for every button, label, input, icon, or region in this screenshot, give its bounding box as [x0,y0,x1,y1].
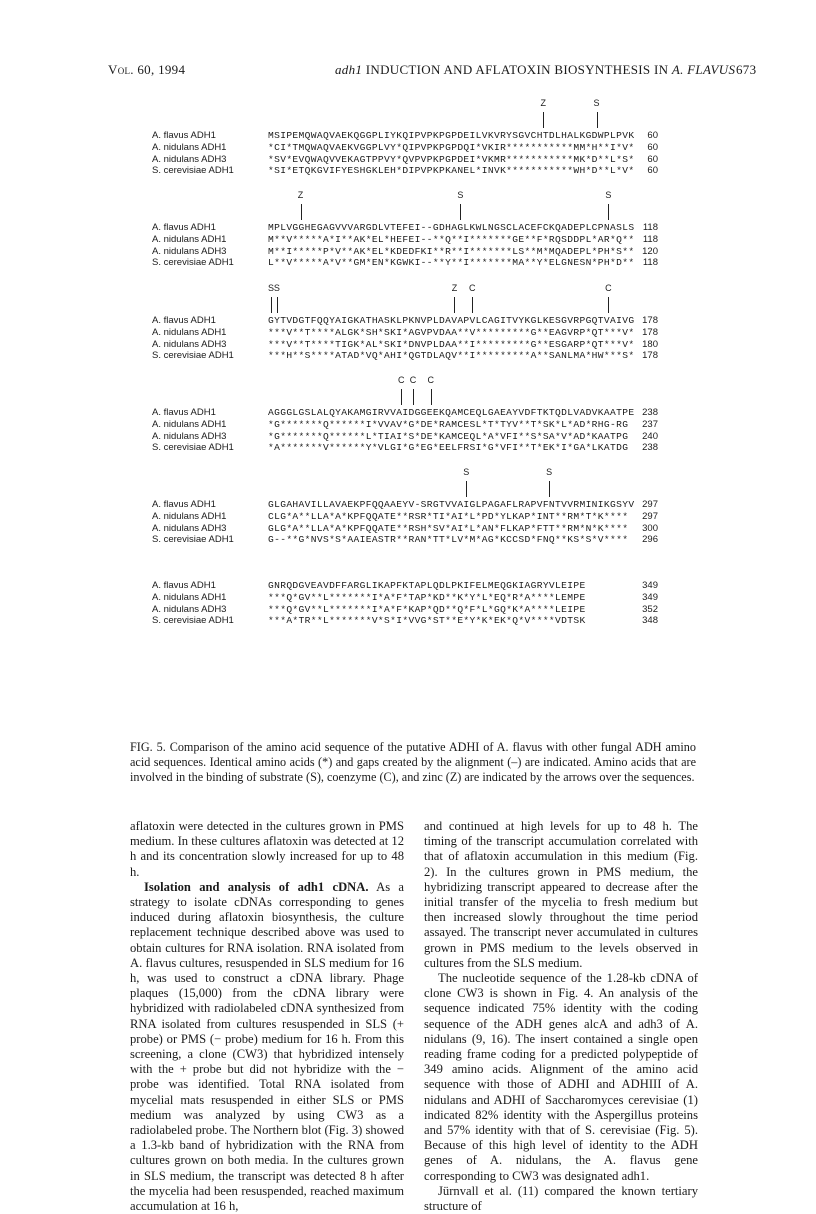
binding-site-arrow [597,112,598,128]
binding-site-marker: S [273,283,280,293]
organism-label: A. flavus ADH1 [152,315,216,326]
page-number: 673 [736,62,757,77]
sequence-row [130,592,690,604]
sequence-row [130,499,690,511]
amino-acid-sequence: *G*******Q******I*VVAV*G*DE*RAMCESL*T*TYV**T*SK*L*AD*RHG-RG [268,418,629,430]
paragraph: aflatoxin were detected in the cultures grown in PMS medium. In these cultures aflatoxin was detected at 12 h and its concentration slowly increased for up to 48 h. [130,819,404,879]
amino-acid-sequence: GNRQDGVEAVDFFARGLIKAPFKTAPLQDLPKIFELMEQGKIAGRYVLEIPE [268,580,586,591]
amino-acid-sequence: MSIPEMQWAQVAEKQGGPLIYKQIPVPKPGPDEILVKVRYSGVCHTDLHALKGDWPLPVK [268,130,635,141]
sequence-row [130,222,690,234]
residue-count: 120 [642,245,658,257]
sequence-row [130,580,690,592]
sequence-row [130,234,690,246]
sequence-row [130,142,690,154]
residue-count: 238 [642,407,658,418]
binding-site-marker: S [457,190,464,200]
organism-label: A. nidulans ADH1 [152,233,227,245]
amino-acid-sequence: AGGGLGSLALQYAKAMGIRVVAIDGGEEKQAMCEQLGAEAYVDFTKTQDLVADVKAATPE [268,407,635,418]
residue-count: 348 [642,615,658,627]
residue-count: 60 [647,165,658,177]
amino-acid-sequence: ***V**T****ALGK*SH*SKI*AGVPVDAA**V*********G**EAGVRP*QT***V* [268,326,635,338]
amino-acid-sequence: L**V*****A*V**GM*EN*KGWKI--**Y**I*******MA**Y*ELGNESN*PH*D** [268,257,635,269]
residue-count: 60 [647,153,658,165]
residue-count: 180 [642,338,658,350]
sequence-row [130,442,690,454]
alignment-block [130,98,690,178]
binding-site-marker: Z [451,283,458,293]
binding-site-marker: C [605,283,612,293]
binding-site-marker: S [593,98,600,108]
binding-site-arrow [549,481,550,497]
binding-site-marker: C [409,375,417,385]
residue-count: 178 [642,315,658,326]
sequence-row [130,130,690,142]
alignment-block [130,190,690,270]
residue-count: 240 [642,430,658,442]
binding-site-marker: C [397,375,405,385]
amino-acid-sequence: *G*******Q******L*TIAI*S*DE*KAMCEQL*A*VFI**S*SA*V*AD*KAATPG [268,430,629,442]
binding-site-arrow [543,112,544,128]
organism-label: A. nidulans ADH1 [152,591,227,603]
organism-label: A. flavus ADH1 [152,580,216,591]
organism-label: S. cerevisiae ADH1 [152,615,234,627]
amino-acid-sequence: M**V*****A*I**AK*EL*HEFEI--**Q**I*******GE**F*RQSDDPL*AR*Q** [268,233,635,245]
binding-site-marker: Z [540,98,547,108]
organism-label: A. nidulans ADH1 [152,141,227,153]
binding-site-marker: S [605,190,612,200]
residue-count: 118 [642,222,658,233]
section-title: Isolation and analysis of adh1 cDNA. [144,879,369,894]
organism-label: S. cerevisiae ADH1 [152,534,234,546]
residue-count: 178 [642,350,658,362]
paragraph: and continued at high levels for up to 48 h. The timing of the transcript accumulation correlated with that of aflatoxin accumulation in this medium (Fig. 2). In the cultures grown in PMS medium, the hybridizing transcript appeared to decrease after the initial transfer of the mycelia to fresh medium but then increased slowly throughout the time period assayed. The transcript never accumulated in cultures grown in PMS medium to the levels observed in cultures from the SLS medium. [424,819,698,970]
sequence-row [130,511,690,523]
binding-site-marker: S [546,467,553,477]
residue-count: 238 [642,442,658,454]
residue-count: 237 [642,418,658,430]
sequence-row [130,327,690,339]
binding-site-arrow [454,297,455,313]
sequence-row [130,419,690,431]
amino-acid-sequence: M**I*****P*V**AK*EL*KDEDFKI**R**I*******LS**M*MQADEPL*PH*S** [268,245,635,257]
binding-site-arrow [277,297,278,313]
organism-label: A. flavus ADH1 [152,499,216,510]
amino-acid-sequence: ***H**S****ATAD*VQ*AHI*QGTDLAQV**I*********A**SANLMA*HW***S* [268,350,635,362]
residue-count: 352 [642,603,658,615]
residue-count: 297 [642,499,658,510]
residue-count: 118 [642,233,658,245]
binding-site-arrow [413,389,414,405]
residue-count: 297 [642,510,658,522]
binding-site-arrow [466,481,467,497]
figure-caption: FIG. 5. Comparison of the amino acid sequence of the putative ADHI of A. flavus with other fungal ADH amino acid sequences. Identical amino acids (*) and gaps created by the alignment (–) are indicated. Amino acids that are involved in the binding of substrate (S), coenzyme (C), and zinc (Z) are indicated by the arrows over the sequences. [130,740,696,784]
alignment-block [130,283,690,363]
amino-acid-sequence: GLGAHAVILLAVAEKPFQQAAEYV-SRGTVVAIGLPAGAFLRAPVFNTVVRMINIKGSYV [268,499,635,510]
sequence-row [130,534,690,546]
left-column [130,819,404,1214]
binding-site-arrow [431,389,432,405]
paragraph: The nucleotide sequence of the 1.28-kb cDNA of clone CW3 is shown in Fig. 4. An analysis of the sequence indicated 75% identity with the coding sequence of the ADH genes alcA and adh3 of A. nidulans (9, 16). The insert contained a single open reading frame coding for a predicted polypeptide of 349 amino acids. Alignment of the amino acid sequence with those of ADHI and ADHIII of A. nidulans and ADHI of Saccharomyces cerevisiae (1) indicated 82% identity with the Aspergillus proteins and 57% identity with that of S. cerevisiae (Fig. 5). Because of this high level of identity to the ADH genes of A. nidulans, the A. flavus gene corresponding to CW3 was designated adh1. [424,971,698,1183]
organism-label: A. flavus ADH1 [152,130,216,141]
organism-label: A. nidulans ADH3 [152,522,227,534]
sequence-row [130,257,690,269]
paragraph: Jürnvall et al. (11) compared the known tertiary structure of [424,1183,698,1214]
amino-acid-sequence: GLG*A**LLA*A*KPFQQATE**RSH*SV*AI*L*AN*FLKAP*FTT**RM*N*K**** [268,522,629,534]
organism-label: S. cerevisiae ADH1 [152,442,234,454]
residue-count: 118 [642,257,658,269]
organism-label: A. nidulans ADH1 [152,326,227,338]
organism-label: A. nidulans ADH3 [152,245,227,257]
alignment-block [130,375,690,455]
organism-label: A. nidulans ADH3 [152,338,227,350]
binding-site-arrow [460,204,461,220]
running-title: adh1 INDUCTION AND AFLATOXIN BIOSYNTHESIS IN A. FLAVUS [335,62,736,77]
organism-label: S. cerevisiae ADH1 [152,257,234,269]
binding-site-marker: Z [297,190,304,200]
sequence-row [130,246,690,258]
paragraph: Isolation and analysis of adh1 cDNA. As a strategy to isolate cDNAs corresponding to genes induced during aflatoxin biosynthesis, the culture replacement technique described above was used to obtain cultures for RNA isolation. RNA isolated from A. flavus cultures, resuspended in SLS medium for 16 h, was used to construct a cDNA library. Phage plaques (15,000) from the cDNA library were hybridized with radiolabeled cDNA synthesized from RNA isolated from cultures resuspended in SLS (+ probe) or PMS (− probe) medium for 16 h. From this screening, a clone (CW3) that hybridized intensely with the + probe but did not hybridize with the − probe was identified. Total RNA isolated from mycelial mats resuspended in either SLS or PMS medium was analyzed by using CW3 as a radiolabeled probe. The Northern blot (Fig. 3) showed a 1.3-kb band of hybridization with the RNA from cultures grown on both media. In the cultures grown in SLS medium, the transcript was detected 8 h after the mycelia had been resuspended, reached maximum accumulation at 16 h, [130,879,405,1214]
sequence-row [130,604,690,616]
sequence-row [130,315,690,327]
residue-count: 296 [642,534,658,546]
sequence-row [130,523,690,535]
binding-site-arrow [472,297,473,313]
amino-acid-sequence: ***V**T****TIGK*AL*SKI*DNVPLDAA**I*********G**ESGARP*QT***V* [268,338,635,350]
binding-site-arrow [301,204,302,220]
organism-label: A. nidulans ADH3 [152,430,227,442]
organism-label: A. nidulans ADH3 [152,603,227,615]
journal-volume: Vol. 60, 1994 [108,62,186,77]
residue-count: 300 [642,522,658,534]
amino-acid-sequence: ***A*TR**L*******V*S*I*VVG*ST**E*Y*K*EK*Q*V****VDTSK [268,615,586,627]
residue-count: 178 [642,326,658,338]
residue-count: 60 [647,130,658,141]
organism-label: S. cerevisiae ADH1 [152,350,234,362]
alignment-block [130,467,690,547]
organism-label: A. nidulans ADH3 [152,153,227,165]
amino-acid-sequence: ***Q*GV**L*******I*A*F*TAP*KD**K*Y*L*EQ*R*A****LEMPE [268,591,586,603]
binding-site-marker: C [427,375,435,385]
amino-acid-sequence: *SI*ETQKGVIFYESHGKLEH*DIPVPKPKANEL*INVK***********WH*D**L*V* [268,165,635,177]
residue-count: 60 [647,141,658,153]
binding-site-arrow [608,297,609,313]
binding-site-arrow [401,389,402,405]
amino-acid-sequence: CLG*A**LLA*A*KPFQQATE**RSR*TI*AI*L*PD*YLKAP*INT**RM*T*K**** [268,510,629,522]
binding-site-marker: S [463,467,470,477]
sequence-row [130,407,690,419]
binding-site-marker: C [468,283,476,293]
amino-acid-sequence: *A*******V******Y*VLGI*G*EG*EELFRSI*G*VFI**T*EK*I*GA*LKATDG [268,442,629,454]
sequence-row [130,431,690,443]
sequence-row [130,339,690,351]
sequence-row [130,154,690,166]
amino-acid-sequence: G--**G*NVS*S*AAIEASTR**RAN*TT*LV*M*AG*KCCSD*FNQ**KS*S*V**** [268,534,629,546]
alignment-block [130,580,690,660]
amino-acid-sequence: GYTVDGTFQQYAIGKATHASKLPKNVPLDAVAPVLCAGITVYKGLKESGVRPGQTVAIVG [268,315,635,326]
sequence-row [130,350,690,362]
organism-label: A. nidulans ADH1 [152,418,227,430]
residue-count: 349 [642,580,658,591]
organism-label: A. flavus ADH1 [152,222,216,233]
amino-acid-sequence: *CI*TMQWAQVAEKVGGPLVY*QIPVPKPGPDQI*VKIR***********MM*H**I*V* [268,141,635,153]
binding-site-marker: S [267,283,274,293]
binding-site-arrow [608,204,609,220]
amino-acid-sequence: MPLVGGHEGAGVVVARGDLVTEFEI--GDHAGLKWLNGSCLACEFCKQADEPLCPNASLS [268,222,635,233]
organism-label: S. cerevisiae ADH1 [152,165,234,177]
right-column [424,819,698,1214]
sequence-row [130,165,690,177]
residue-count: 349 [642,591,658,603]
binding-site-arrow [271,297,272,313]
amino-acid-sequence: *SV*EVQWAQVVEKAGTPPVY*QVPVPKPGPDEI*VKMR***********MK*D**L*S* [268,153,635,165]
sequence-row [130,615,690,627]
amino-acid-sequence: ***Q*GV**L*******I*A*F*KAP*QD**Q*F*L*GQ*K*A****LEIPE [268,603,586,615]
organism-label: A. flavus ADH1 [152,407,216,418]
organism-label: A. nidulans ADH1 [152,510,227,522]
